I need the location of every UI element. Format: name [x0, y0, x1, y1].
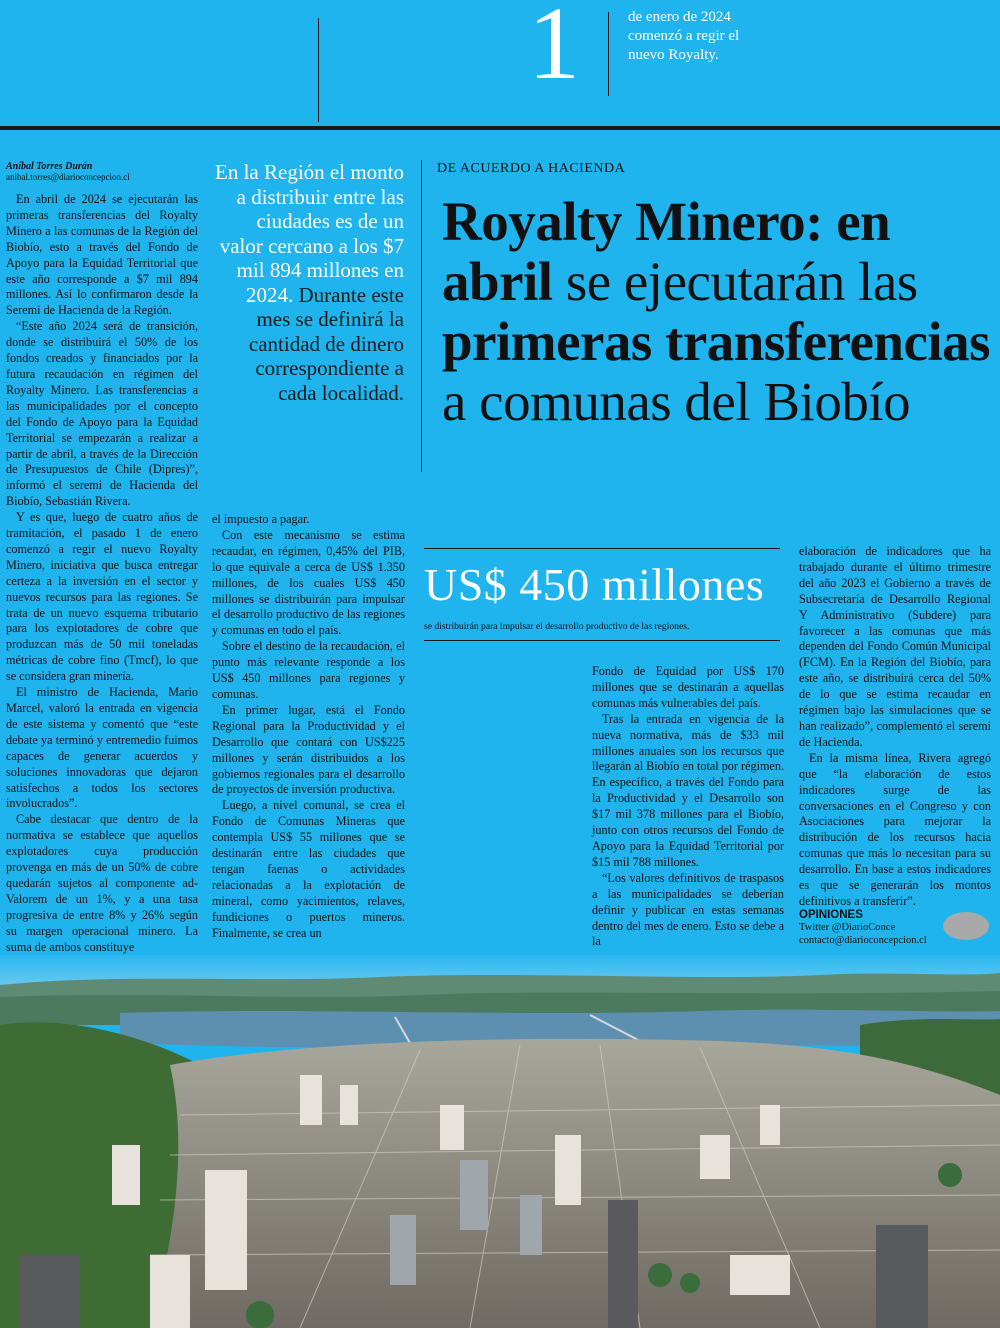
- paragraph: Cabe destacar que dentro de la normativa se establece que aquellos explotadores cuya producción provenga en más de un 50% de cobre quedarán sujetos al componente ad-Valorem de un 1%, y a una tasa progresiva de entre 8% y 26% según su margen operacional minero. La suma de ambos constituye: [6, 812, 198, 954]
- paragraph: En la misma línea, Rivera agregó que “la elaboración de estos indicadores surge de las conversaciones en el Congreso y con Asociaciones para mejorar la distribución de los recursos hacia comunas que más lo necesitan para su desarrollo. En base a estos indicadores es que se generarán los montos definitivos a transferir”.: [799, 750, 991, 908]
- byline-name: Aníbal Torres Durán: [6, 161, 93, 172]
- pull-quote-highlight: En la Región el monto a distribuir entre las ciudades es de un valor cercano a los $7 mil 894 millones en 2024.: [215, 160, 404, 307]
- headline-part: Royalty Minero: en: [442, 191, 891, 252]
- fact-text: de enero de 2024 comenzó a regir el nuevo Royalty.: [628, 9, 740, 63]
- headline-divider: [421, 160, 422, 472]
- article-column-1: [6, 192, 198, 956]
- pull-quote: [212, 160, 404, 405]
- fact-number: 1: [528, 0, 580, 101]
- paragraph: Con este mecanismo se estima recaudar, en régimen, 0,45% del PIB, lo que equivale a cerca de US$ 1.350 millones, de los cuales US$ 450 millones se distribuirán para impulsar el desarrollo productivo de las regiones y comunas en todo el país.: [212, 527, 405, 638]
- article-column-3: [592, 664, 784, 950]
- headline: [442, 192, 998, 432]
- paragraph: “Los valores definitivos de traspasos a las municipalidades se deberían definir y publicar en estas semanas dentro del mes de enero. Esto se debe a la: [592, 870, 784, 949]
- paragraph: el impuesto a pagar.: [212, 512, 310, 526]
- kicker: DE ACUERDO A HACIENDA: [437, 161, 626, 176]
- paragraph: “Este año 2024 será de transición, donde se distribuirá el 50% de los fondos creados y financiados por la futura recaudación en régimen del Royalty Minero. Las transferencias a las municipalidades por el concepto del Fondo de Apoyo para la Equidad Territorial se empezarán a realizar a partir de abril, a través de la Dirección de Presupuestos de Chile (Dipres)”, informó el seremi de Hacienda del Biobío, Sebastián Rivera.: [6, 319, 198, 509]
- headline-part: se ejecutarán las: [552, 251, 918, 312]
- opinions-email: contacto@diarioconcepcion.cl: [799, 935, 927, 946]
- paragraph: Tras la entrada en vigencia de la nueva normativa, más de $33 mil millones anuales son los recursos que llegarán al Biobío en total por régimen. En específico, a través del Fondo para la Productividad y el Desarrollo son $17 mil 378 millones para el Biobío, junto con otros recursos del Fondo de Apoyo para la Equidad Territorial por $15 mil 788 millones.: [592, 711, 784, 869]
- headline-part: primeras transferencias: [442, 311, 991, 372]
- speech-bubble-icon: [943, 912, 989, 940]
- stat-caption: se distribuirán para impulsar el desarrollo productivo de las regiones.: [424, 621, 690, 632]
- byline-email: anibal.torres@diarioconcepcion.cl: [6, 172, 130, 182]
- header-rule: [0, 126, 1000, 130]
- pull-quote-continuation: Durante este mes se definirá la cantidad de dinero correspondiente a cada localidad.: [248, 282, 404, 405]
- city-aerial-photo: [0, 955, 1000, 1328]
- headline-part: abril: [442, 251, 553, 312]
- top-band: [0, 0, 1000, 128]
- paragraph: Y es que, luego de cuatro años de tramitación, el pasado 1 de enero comenzó a regir el nuevo Royalty Minero, iniciativa que busca entregar certeza a la inversión en el sector y nuevos recursos para las regiones. Se trata de un nuevo esquema tributario para los explotadores de cobre que produzcan más de 50 mil toneladas métricas de cobre fino (Tmcf), lo que se considera gran minería.: [6, 510, 198, 684]
- paragraph: En abril de 2024 se ejecutarán las primeras transferencias del Royalty Minero a las comunas de la Región del Biobío, esto a través del Fondo de Apoyo para la Equidad Territorial que este año corresponde a $7 mil 894 millones. Así lo confirmaron desde la Seremi de Hacienda de la Región.: [6, 192, 198, 318]
- opinions-twitter: Twitter @DiarioConce: [799, 922, 896, 933]
- fact-divider: [608, 12, 609, 96]
- paragraph: Luego, a nivel comunal, se crea el Fondo de Comunas Mineras que contempla US$ 55 millones que se destinarán entre las ciudades que tengan faenas o actividades relacionadas a la explotación de mineral, como yacimientos, relaves, fundiciones o puertos mineros. Finalmente, se crea un: [212, 798, 405, 940]
- stat-value: US$ 450 millones: [424, 559, 765, 610]
- photo-illustration: [0, 955, 1000, 1328]
- paragraph: Fondo de Equidad por US$ 170 millones que se destinarán a aquellas comunas más vulnerables del país.: [592, 664, 784, 710]
- stat-rule-top: [424, 548, 780, 549]
- headline-part: a comunas del Biobío: [442, 371, 911, 432]
- article-column-4: [799, 544, 991, 910]
- paragraph: El ministro de Hacienda, Mario Marcel, valoró la entrada en vigencia de este sistema y comentó que “este debate ya terminó y entremedio fuimos capaces de generar acuerdos y soluciones innovadoras que dejaron satisfechos a todos los sectores involucrados”.: [6, 685, 198, 811]
- paragraph: En primer lugar, está el Fondo Regional para la Productividad y el Desarrollo que contará con US$225 millones y serán distribuidos a los gobiernos regionales para el desarrollo de proyectos de inversión productiva.: [212, 702, 405, 797]
- top-divider-left: [318, 18, 319, 122]
- paragraph: Sobre el destino de la recaudación, el punto más relevante responde a los US$ 450 millones para regiones y comunas.: [212, 639, 405, 701]
- article-column-2: [212, 512, 405, 941]
- stat-rule-bottom: [424, 640, 780, 641]
- paragraph: elaboración de indicadores que ha trabajado durante el último trimestre del año 2023 el Gobierno a través de Subsecretaría de Desarrollo Regional Y Administrativo (Subdere) para favorecer a las comunas que más dependen del Fondo Común Municipal (FCM). En la Región del Biobío, para este año, se distribuirá cerca del 50% de lo que se estima recaudar en régimen bajo las simulaciones que se han realizado”, complementó el seremi de Hacienda.: [799, 544, 991, 749]
- opinions-title: OPINIONES: [799, 909, 863, 921]
